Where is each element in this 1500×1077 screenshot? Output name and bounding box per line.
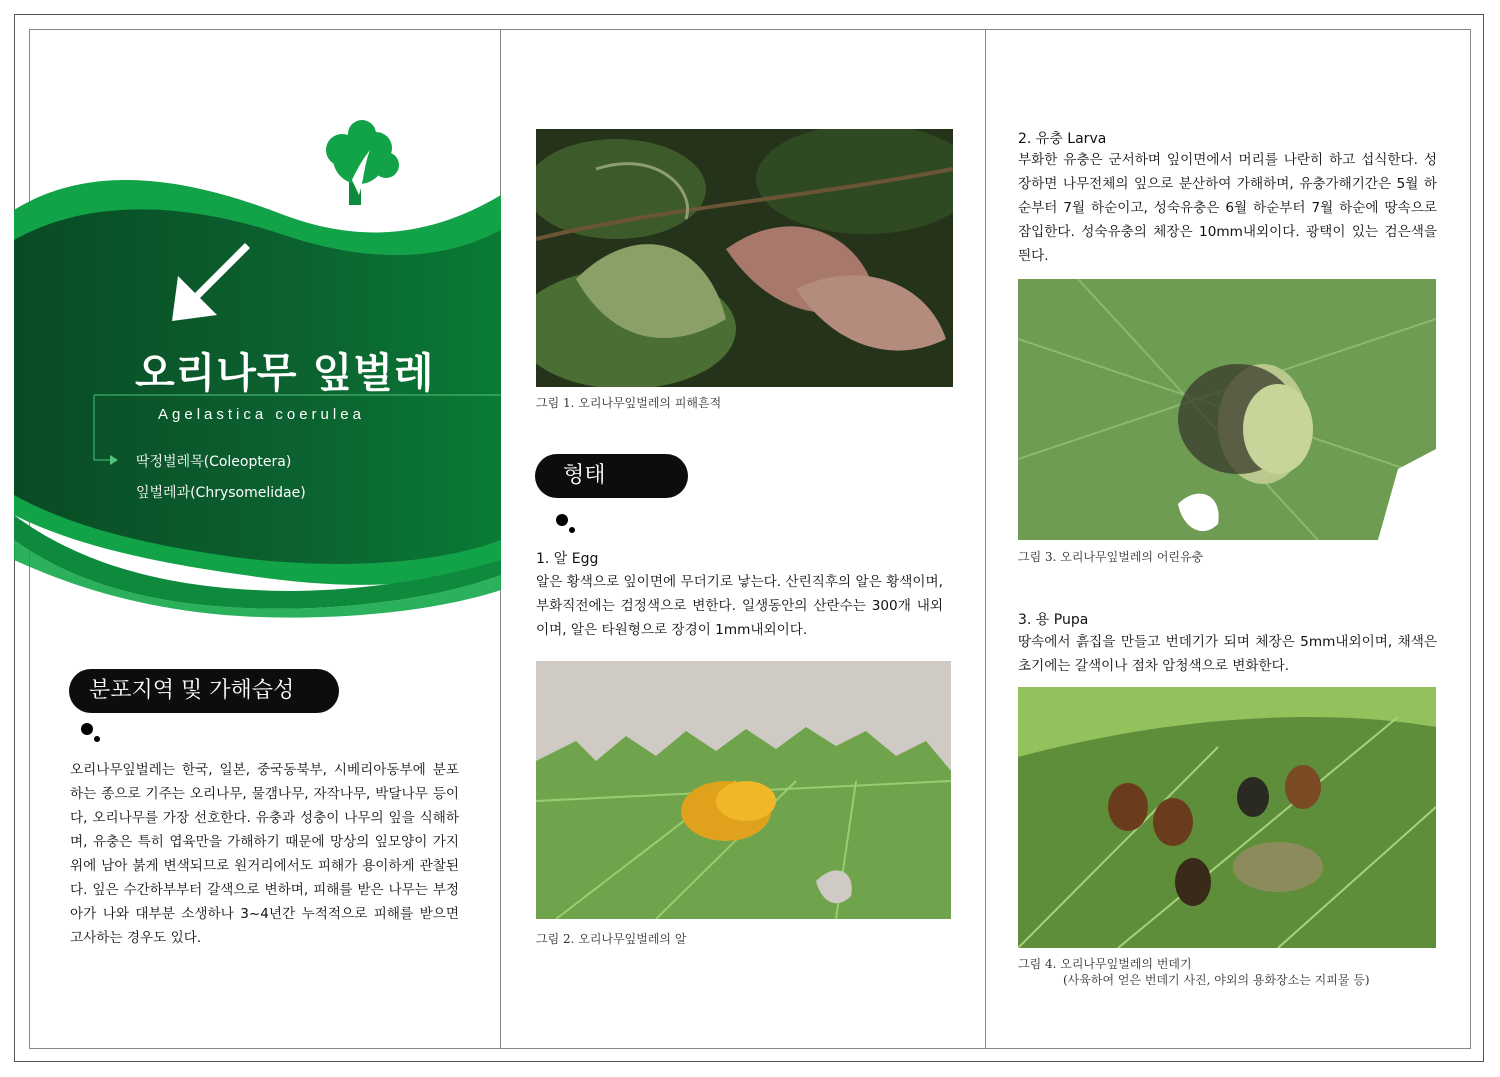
pupa-text: 땅속에서 흙집을 만들고 번데기가 되며 체장은 5mm내외이며, 채색은 초기에는 갈색이나 점차 암청색으로 변화한다. — [1018, 634, 1437, 674]
figure-2-caption: 그림 2. 오리나무잎벌레의 알 — [536, 932, 687, 946]
bullet-dots-icon — [80, 722, 100, 742]
morphology-heading: 형태 — [535, 454, 688, 498]
figure-4-caption: 그림 4. 오리나무잎벌레의 번데기 — [1018, 957, 1192, 971]
distribution-heading: 분포지역 및 가해습성 — [69, 669, 339, 713]
egg-text: 알은 황색으로 잎이면에 무더기로 낳는다. 산린직후의 알은 황색이며, 부화직전에는 검정색으로 변한다. 일생동안의 산란수는 300개 내외이며, 알은 타원형으로 장경이 1mm내외이다. — [536, 574, 943, 638]
figure-1-photo — [536, 129, 953, 387]
figure-3-caption: 그림 3. 오리나무잎벌레의 어린유충 — [1018, 550, 1204, 564]
figure-3-photo — [1018, 279, 1436, 540]
page-title: 오리나무 잎벌레 — [135, 349, 435, 397]
tree-icon — [326, 120, 399, 205]
distribution-text: 오리나무잎벌레는 한국, 일본, 중국동북부, 시베리아동부에 분포하는 종으로 기주는 오리나무, 물갬나무, 자작나무, 박달나무 등이다, 오리나무를 가장 선호한다. 유충과 성충이 나무의 잎을 식해하며, 유충은 특히 엽육만을 가해하기 때문에 망상의 잎모양이 가지위에 남아 붉게 변색되므로 원거리에서도 피해가 용이하게 관찰된다. 잎은 수간하부부터 갈색으로 변하며, 피해를 받은 나무는 부정아가 나와 대부분 소생하나 3~4년간 누적적으로 피해를 받으면 고사하는 경우도 있다. — [70, 762, 459, 946]
figure-2-photo — [536, 661, 951, 919]
larva-text: 부화한 유충은 군서하며 잎이면에서 머리를 나란히 하고 섭식한다. 성장하면 나무전체의 잎으로 분산하여 가해하며, 유충가해기간은 5월 하순부터 7월 하순이고, 성숙유충은 6월 하순부터 7월 하순에 땅속으로 잠입한다. 성숙유충의 체장은 10mm내외이다. 광택이 있는 검은색을 띈다. — [1018, 152, 1437, 264]
fold-line-2 — [985, 29, 986, 1049]
larva-heading: 2. 유충 Larva — [1018, 131, 1107, 147]
scientific-name: Agelastica coerulea — [158, 406, 365, 423]
figure-4-subcaption: (사육하여 얻은 번데기 사진, 야외의 용화장소는 지피물 등) — [1063, 973, 1370, 987]
family-label: 잎벌레과(Chrysomelidae) — [136, 485, 306, 501]
figure-1-caption: 그림 1. 오리나무잎벌레의 피해흔적 — [536, 396, 722, 410]
egg-heading: 1. 알 Egg — [536, 551, 599, 567]
order-label: 딱정벌레목(Coleoptera) — [136, 454, 292, 470]
pupa-heading: 3. 용 Pupa — [1018, 612, 1089, 628]
bullet-dots-icon — [555, 513, 575, 533]
figure-4-photo — [1018, 687, 1436, 948]
